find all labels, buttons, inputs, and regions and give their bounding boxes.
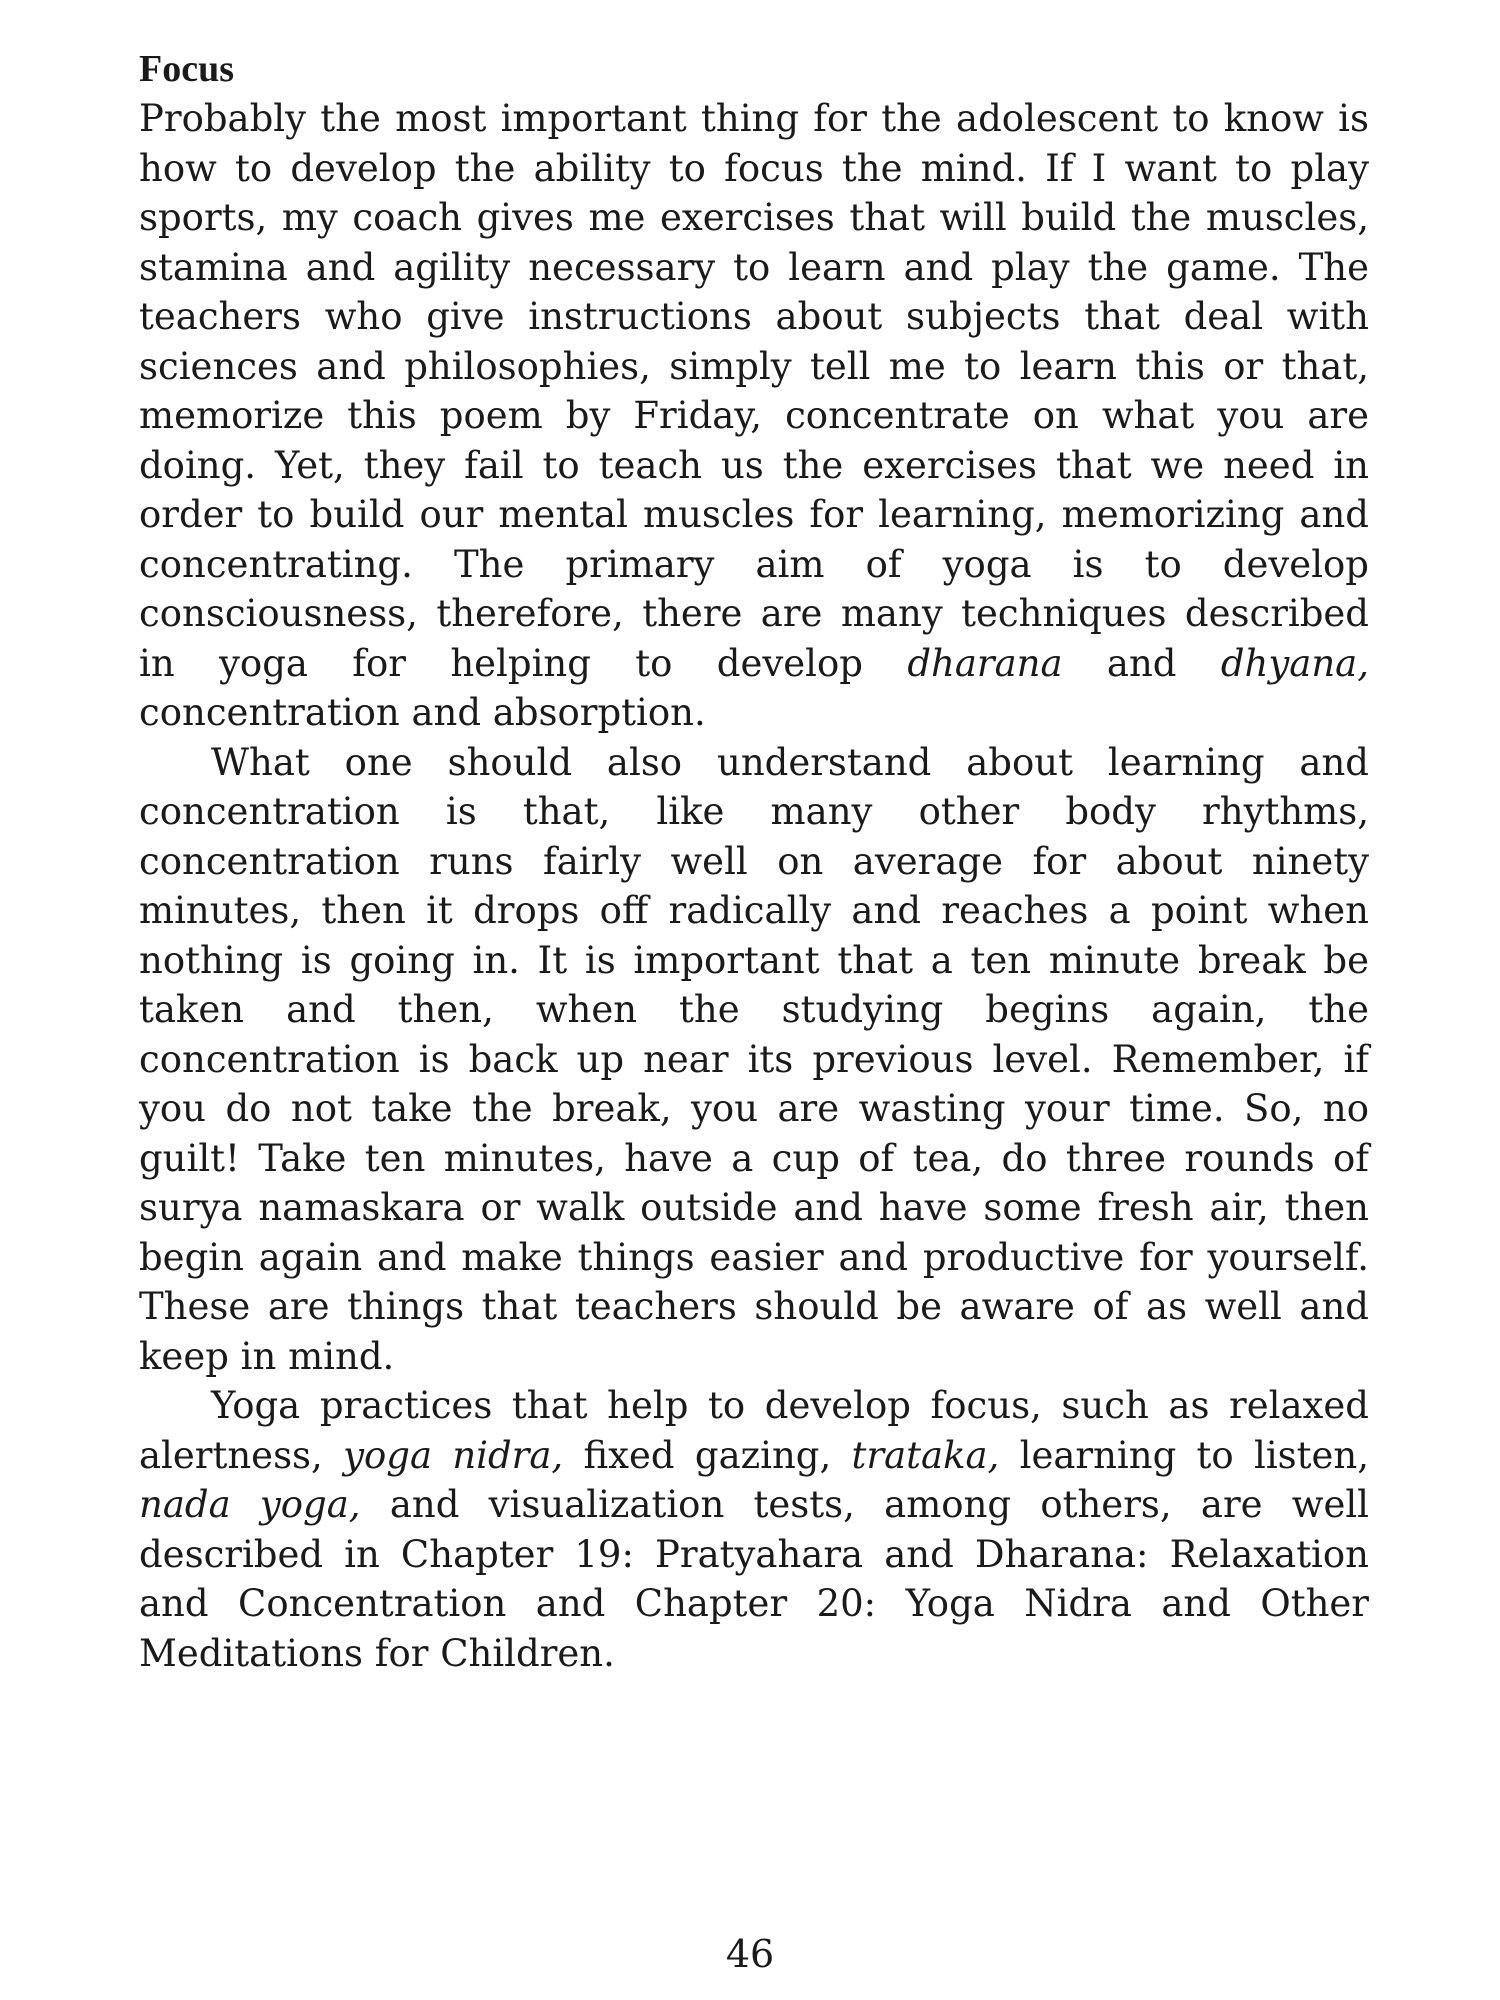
paragraph-1-text-1: Probably the most important thing for the adolescent to know is how to develop the ability to focus the mind. If I want to play sports, my coach gives me exercises that will build the muscles, stamina and agility necessary to learn and play the game. The teachers who give instructions about subjects that deal with sciences and philosophies, simply tell me to learn this or that, memorize this poem by Friday, concentrate on what you are doing. Yet, they fail to teach us the exercises that we need in order to build our mental muscles for learning, memorizing and concentrating. The primary aim of yoga is to develop consciousness, therefore, there are many techniques described in yoga for helping to develop (139, 97, 1369, 685)
paragraph-3-text-4: and visualization tests, among others, are well described in Chapter 19: Pratyahara and Dharana: Relaxation and Concentration and Chapter 20: Yoga Nidra and Other Meditations for Children. (139, 1483, 1370, 1675)
term-dhyana: dhyana, (1220, 641, 1369, 685)
paragraph-1-text-2: and (1062, 641, 1221, 685)
paragraph-2: What one should also understand about learning and concentration is that, like many other body rhythms, concentration runs fairly well on average for about ninety minutes, then it drops off radically and reaches a point when nothing is going in. It is important that a ten minute break be taken and then, when the studying begins again, the concentration is back up near its previous level. Remember, if you do not take the break, you are wasting your time. So, no guilt! Take ten minutes, have a cup of tea, do three rounds of surya namaskara or walk outside and have some fresh air, then begin again and make things easier and productive for yourself. These are things that teachers should be aware of as well and keep in mind. (139, 740, 1369, 1378)
term-nada-yoga: nada yoga, (139, 1483, 361, 1526)
term-yoga-nidra: yoga nidra, (343, 1433, 564, 1477)
paragraph-3 (139, 1381, 1369, 1678)
paragraph-3-text-1: Yoga practices that help to develop focus, such as relaxed alertness, (139, 1384, 1369, 1477)
term-trataka: trataka, (851, 1433, 1000, 1477)
paragraph-3-text-3: learning to listen, (999, 1433, 1370, 1477)
paragraph-3-text-2: fixed gazing, (563, 1433, 852, 1477)
page-content (139, 44, 1369, 1678)
term-dharana: dharana (907, 641, 1063, 685)
page-number: 46 (725, 1932, 775, 1976)
paragraph-1-text-3: concentration and absorption. (139, 691, 706, 734)
paragraph-1 (139, 94, 1369, 738)
section-heading: Focus (139, 48, 234, 90)
